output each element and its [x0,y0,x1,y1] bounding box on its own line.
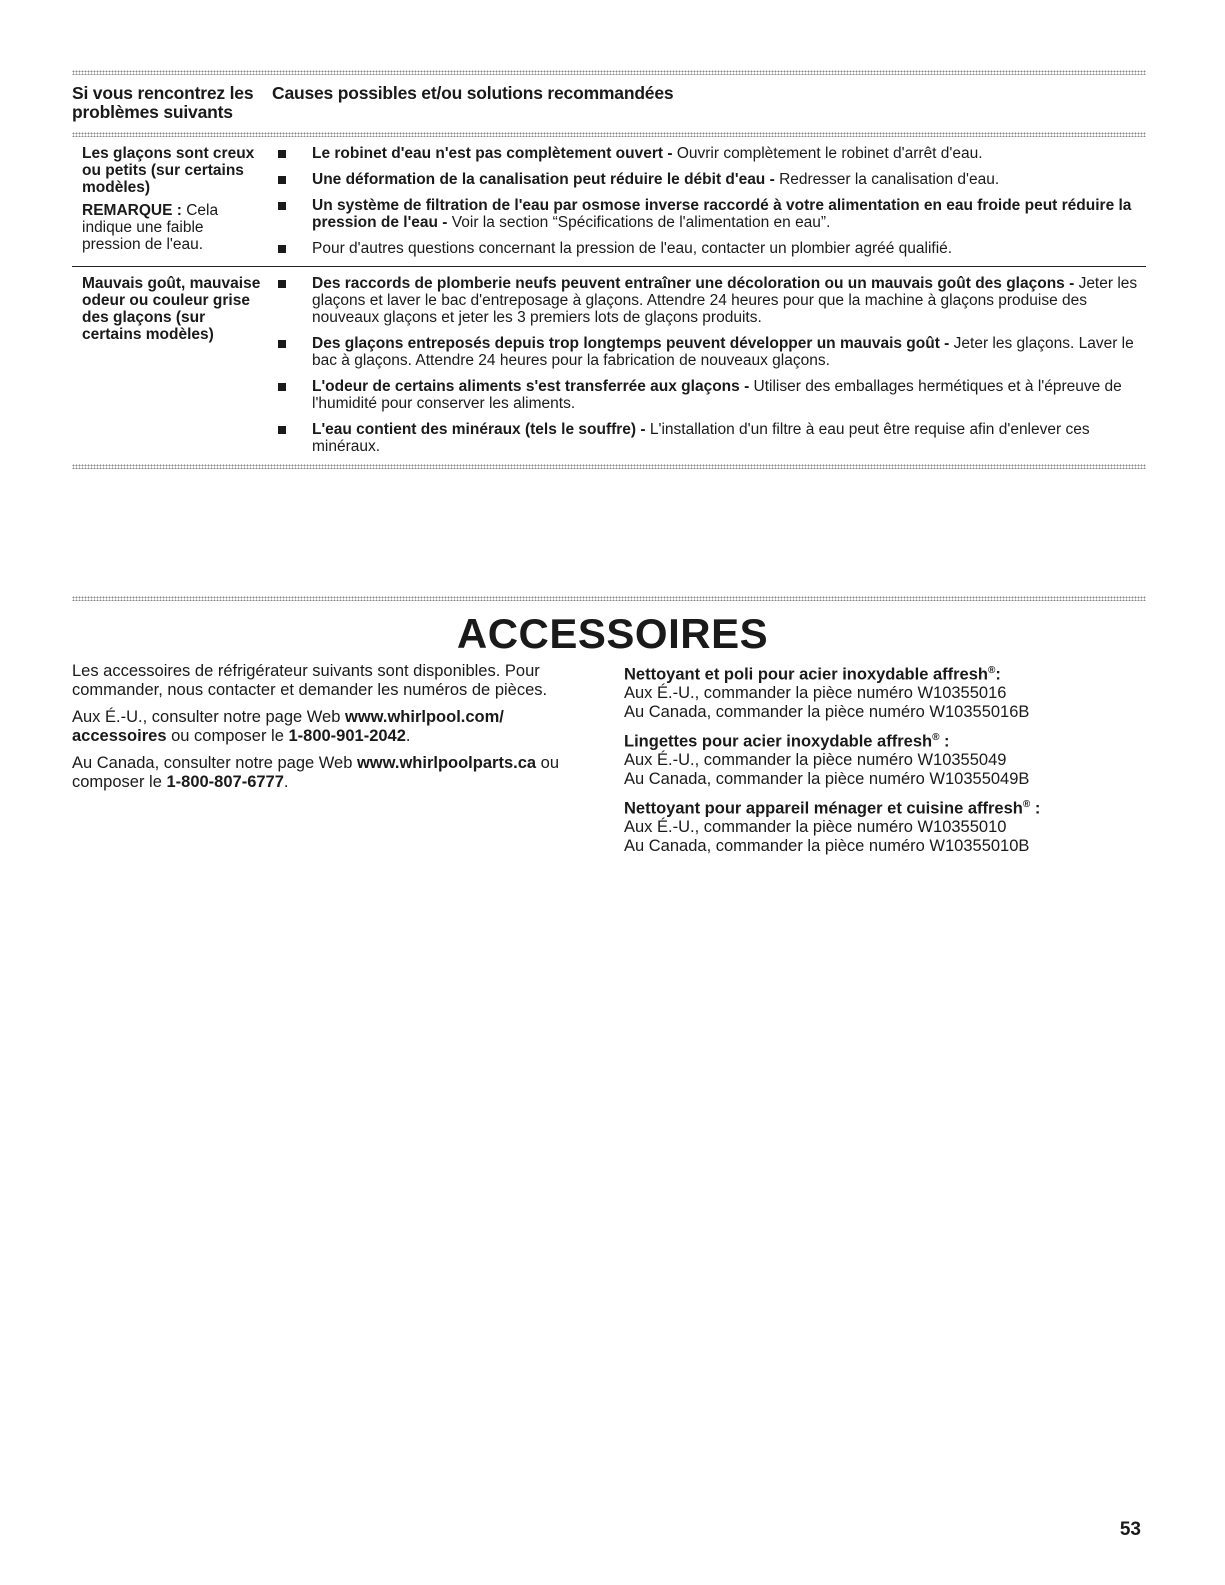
product-item [624,662,1144,721]
header-problems: Si vous rencontrez les problèmes suivants [72,83,254,122]
item-bold: Le robinet d'eau n'est pas complètement ouvert - [312,145,677,162]
problem-note [82,202,266,253]
product-title [624,729,1144,751]
product-us-part: Aux É.-U., commander la pièce numéro W10355049 [624,751,1007,769]
table-row [72,137,1146,266]
problem-cell [72,275,266,455]
product-ca-part: Au Canada, commander la pièce numéro W10355010B [624,836,1030,855]
registered-mark: ® [932,732,940,743]
item-text: Pour d'autres questions concernant la pression de l'eau, contacter un plombier agréé qualifié. [312,240,953,257]
product-suffix: : [939,732,950,751]
item-text: Jeter les glaçons et laver le bac d'entreposage à glaçons. Attendre 24 heures pour que la machine à glaçons produise des nouveaux glaçons et jeter les 3 premiers lots de glaçons produits. [312,275,1138,326]
list-item [274,145,1146,162]
accessories-products [624,662,1144,863]
item-bold: Des glaçons entreposés depuis trop longtemps peuvent développer un mauvais goût - [312,335,954,352]
note-label: REMARQUE : [82,202,182,219]
dotted-rule [72,596,1146,601]
list-item [274,197,1146,231]
us-mid: ou composer le [166,726,289,745]
product-title [624,796,1144,818]
solutions-cell [266,275,1146,455]
us-prefix: Aux É.-U., consulter notre page Web [72,708,345,726]
note-text: Cela indique une faible pression de l'eau. [82,202,219,253]
list-item [274,335,1146,369]
product-name: Nettoyant et poli pour acier inoxydable affresh [624,665,988,684]
ca-web-link[interactable]: www.whirlpoolparts.ca [356,754,537,772]
product-suffix: : [1030,799,1041,818]
product-item [624,729,1144,788]
product-title [624,662,1144,684]
item-text: Utiliser des emballages hermétiques et à l'épreuve de l'humidité pour conserver les aliments. [312,378,1122,412]
registered-mark: ® [1022,799,1031,810]
list-item [274,171,1146,188]
ca-paragraph [72,754,592,791]
item-text: Voir la section “Spécifications de l'alimentation en eau”. [451,214,831,231]
item-bold: L'odeur de certains aliments s'est transferrée aux glaçons - [312,378,754,395]
accessories-intro [72,662,592,800]
us-web-link[interactable]: www.whirlpool.com/ accessoires [72,708,504,745]
product-name: Nettoyant pour appareil ménager et cuisine affresh [624,799,1023,818]
dotted-rule [72,464,1146,469]
table-header [72,75,1146,132]
product-ca-part: Au Canada, commander la pièce numéro W10355049B [624,769,1030,788]
product-us-part: Aux É.-U., commander la pièce numéro W10355010 [624,818,1007,836]
registered-mark: ® [988,665,996,676]
item-text: Redresser la canalisation d'eau. [779,171,1000,188]
table-row [72,267,1146,464]
list-item [274,275,1146,326]
list-item [274,378,1146,412]
product-ca-part: Au Canada, commander la pièce numéro W10355016B [624,702,1030,721]
us-paragraph [72,708,592,745]
item-bold: Un système de filtration de l'eau par osmose inverse raccordé à votre alimentation en eau froide peut réduire la pression de l'eau - [312,197,1132,231]
us-phone: 1-800-901-2042 [288,726,406,745]
problem-title: Les glaçons sont creux ou petits (sur certains modèles) [82,145,255,196]
product-name: Lingettes pour acier inoxydable affresh [624,732,933,751]
item-text: Ouvrir complètement le robinet d'arrêt d'eau. [676,145,983,162]
product-us-part: Aux É.-U., commander la pièce numéro W10355016 [624,684,1007,702]
item-text: Jeter les glaçons. Laver le bac à glaçons. Attendre 24 heures pour la fabrication de nouveaux glaçons. [312,335,1134,369]
accessories-title: ACCESSOIRES [456,610,769,657]
intro-paragraph: Les accessoires de réfrigérateur suivants sont disponibles. Pour commander, nous contacter et demander les numéros de pièces. [72,662,548,699]
solutions-cell [266,145,1146,257]
item-bold: Une déformation de la canalisation peut réduire le débit d'eau - [312,171,780,188]
list-item [274,421,1146,455]
ca-end: . [283,772,289,791]
ca-prefix: Au Canada, consulter notre page Web [72,754,357,772]
product-item [624,796,1144,855]
item-bold: L'eau contient des minéraux (tels le souffre) - [312,421,650,438]
problem-cell [72,145,266,257]
item-bold: Des raccords de plomberie neufs peuvent entraîner une décoloration ou un mauvais goût des glaçons - [312,275,1079,292]
ca-phone: 1-800-807-6777 [166,772,284,791]
problem-title: Mauvais goût, mauvaise odeur ou couleur grise des glaçons (sur certains modèles) [82,275,261,343]
header-solutions: Causes possibles et/ou solutions recommandées [272,83,674,103]
ca-mid: ou composer le [72,754,559,791]
us-end: . [405,726,411,745]
troubleshooting-table [72,70,1146,469]
page-number: 53 [1119,1519,1141,1540]
list-item [274,240,1146,257]
item-text: L'installation d'un filtre à eau peut être requise afin d'enlever ces minéraux. [312,421,1090,455]
product-suffix: : [995,665,1001,684]
